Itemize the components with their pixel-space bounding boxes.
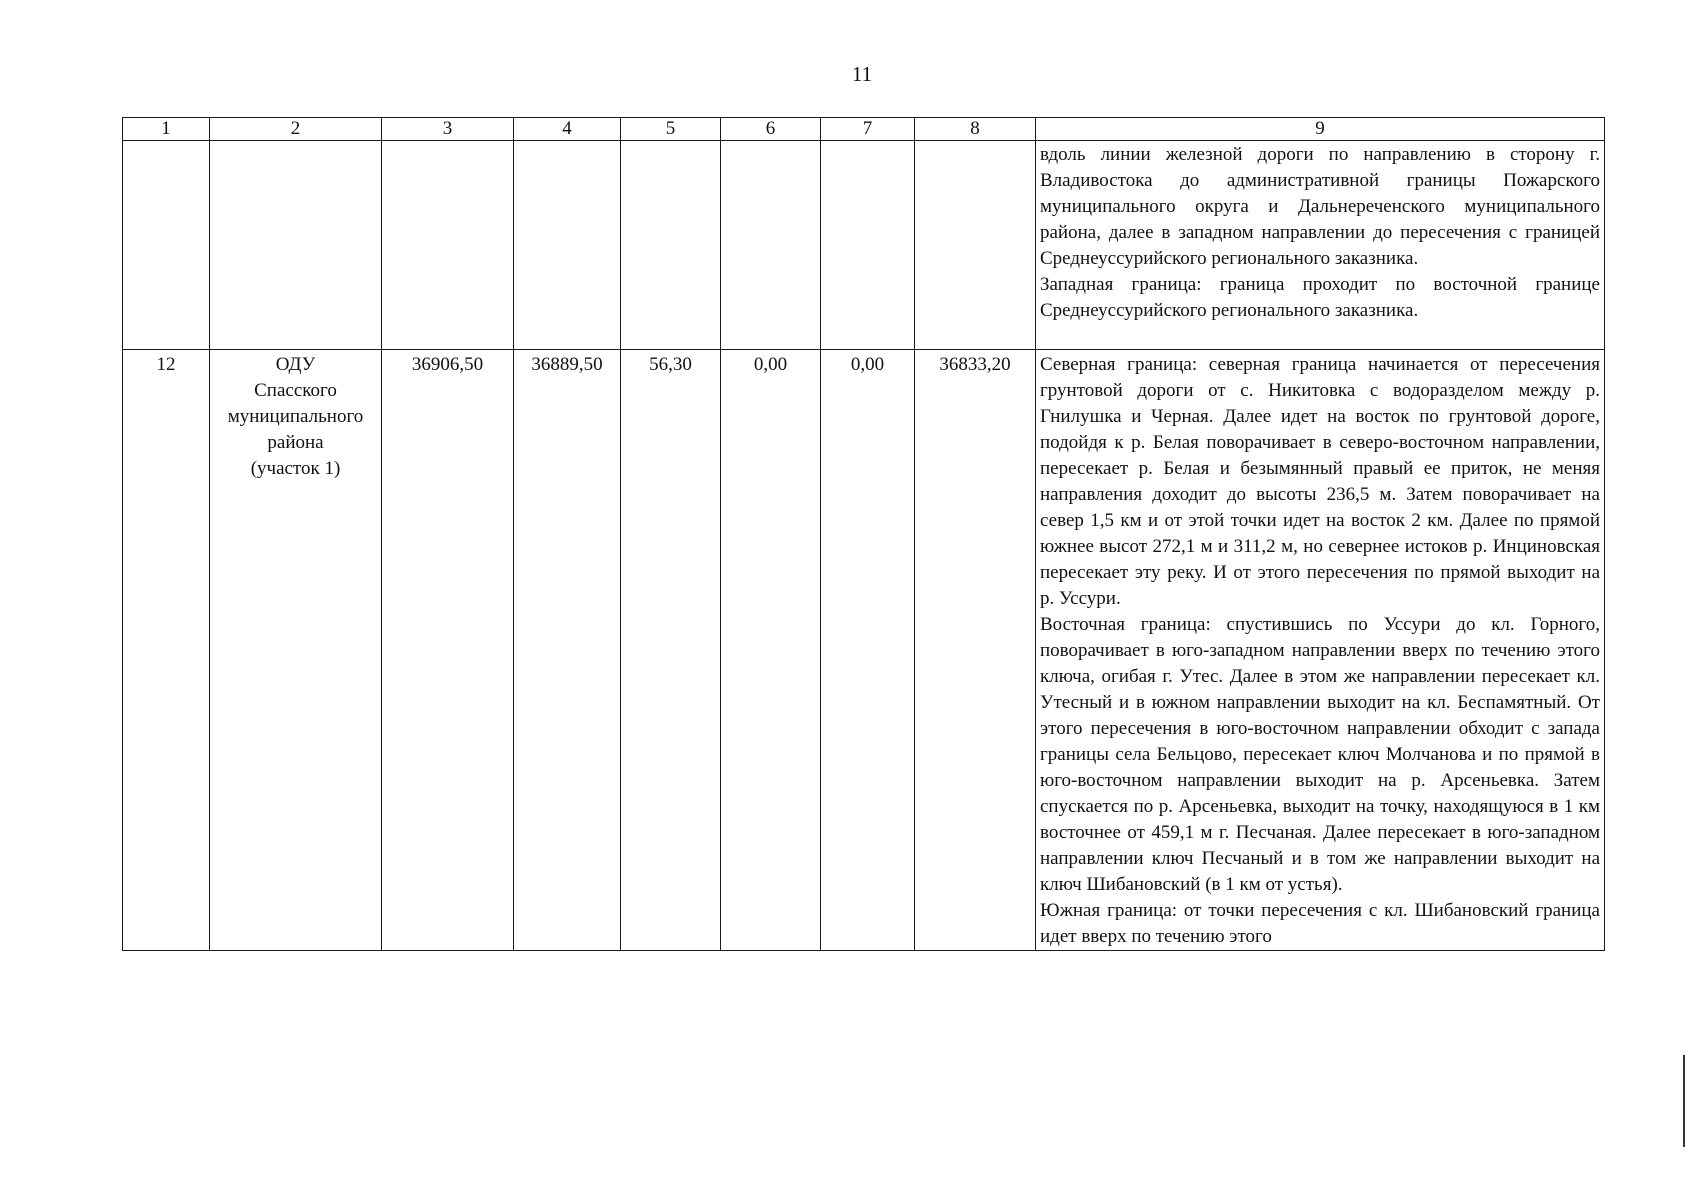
boundary-description: [1036, 141, 1605, 350]
header-cell: 9: [1036, 118, 1605, 141]
header-cell: 5: [621, 118, 721, 141]
table-row: [123, 141, 1605, 350]
area-name: [210, 350, 382, 951]
description-paragraph: вдоль линии железной дороги по направлению в сторону г. Владивостока до административной границы Пожарского муниципального округа и Дальнереченского муниципального района, далее в западном направлении до пересечения с границей Среднеуссурийского регионального заказника.: [1040, 144, 1600, 269]
empty-cell: [514, 141, 621, 350]
area-name-line: района: [267, 432, 324, 453]
empty-cell: [721, 141, 821, 350]
description-paragraph: Восточная граница: спустившись по Уссури до кл. Горного, поворачивает в юго-западном направлении вверх по течению этого ключа, огибая г. Утес. Далее в этом же направлении пересекает кл. Утесный и в южном направлении выходит на кл. Беспамятный. От этого пересечения в юго-восточном направлении обходит с запада границы села Бельцово, пересекает ключ Молчанова и по прямой в юго-восточном направлении выходит на р. Арсеньевка. Затем спускается по р. Арсеньевка, выходит на точку, находящуюся в 1 км восточнее от 459,1 м г. Песчаная. Далее пересекает в юго-западном направлении ключ Песчаный и в том же направлении выходит на ключ Шибановский (в 1 км от устья).: [1040, 614, 1600, 895]
area-name-line: ОДУ: [275, 354, 316, 375]
value-cell-3: 36906,50: [382, 350, 514, 951]
value-cell-8: 36833,20: [915, 350, 1036, 951]
page-number: 11: [851, 62, 873, 86]
area-name-line: Спасского: [254, 380, 337, 401]
value-cell-6: 0,00: [721, 350, 821, 951]
table-row: [123, 350, 1605, 951]
empty-cell: [621, 141, 721, 350]
header-cell: 7: [821, 118, 915, 141]
empty-cell: [382, 141, 514, 350]
boundary-description: [1036, 350, 1605, 951]
empty-cell: [210, 141, 382, 350]
header-row: [123, 118, 1605, 141]
description-paragraph: Южная граница: от точки пересечения с кл. Шибановский граница идет вверх по течению этого: [1040, 900, 1600, 947]
header-cell: 2: [210, 118, 382, 141]
empty-cell: [123, 141, 210, 350]
scan-edge-mark: [1683, 1055, 1685, 1147]
area-name-line: муниципального: [227, 406, 364, 427]
header-cell: 4: [514, 118, 621, 141]
header-cell: 1: [123, 118, 210, 141]
header-cell: 3: [382, 118, 514, 141]
header-cell: 6: [721, 118, 821, 141]
description-paragraph: Северная граница: северная граница начинается от пересечения грунтовой дороги от с. Никитовка с водоразделом между р. Гнилушка и Черная. Далее идет на восток по грунтовой дороге, подойдя к р. Белая поворачивает в северо-восточном направлении, пересекает р. Белая и безымянный правый ее приток, не меняя направления доходит до высоты 236,5 м. Затем поворачивает на север 1,5 км и от этой точки идет на восток 2 км. Далее по прямой южнее высот 272,1 м и 311,2 м, но севернее истоков р. Инциновская пересекает эту реку. И от этого пересечения по прямой выходит на р. Уссури.: [1040, 354, 1600, 609]
row-number: 12: [123, 350, 210, 951]
value-cell-5: 56,30: [621, 350, 721, 951]
value-cell-7: 0,00: [821, 350, 915, 951]
value-cell-4: 36889,50: [514, 350, 621, 951]
empty-cell: [915, 141, 1036, 350]
header-cell: 8: [915, 118, 1036, 141]
area-name-line: (участок 1): [250, 458, 341, 479]
boundary-table: [122, 117, 1605, 951]
empty-cell: [821, 141, 915, 350]
description-paragraph: Западная граница: граница проходит по восточной границе Среднеуссурийского регионального заказника.: [1040, 274, 1600, 321]
